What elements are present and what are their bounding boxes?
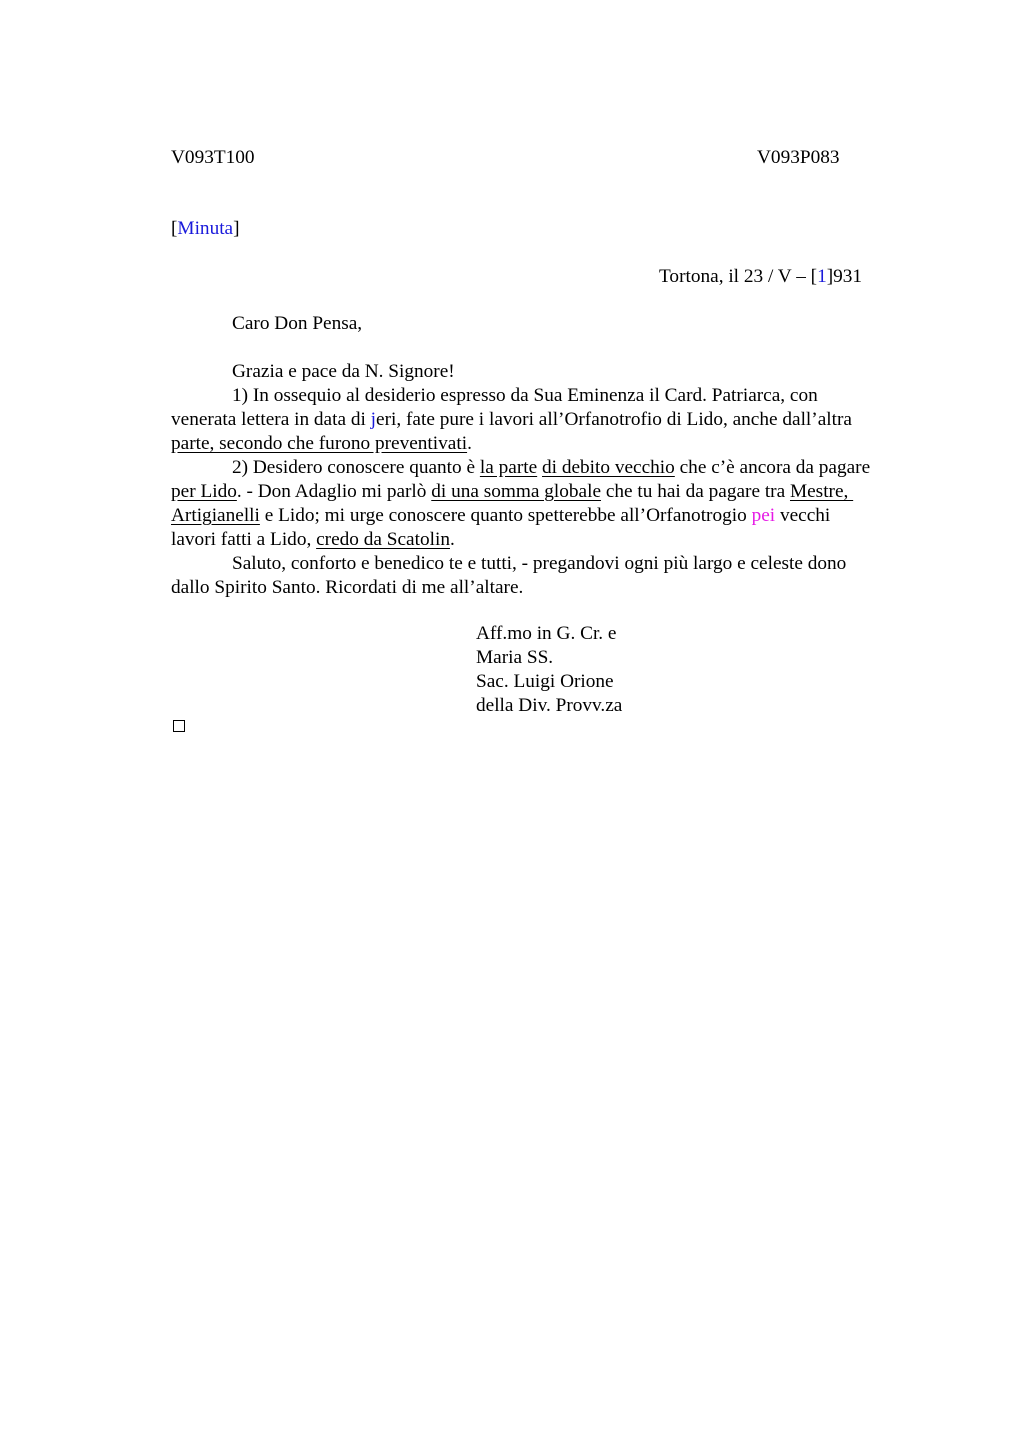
- para2-underlined-somma: di una somma globale: [431, 481, 602, 502]
- para2-underlined-parte: la parte: [479, 457, 538, 478]
- para1-line2: [171, 408, 852, 432]
- para3-line2: dallo Spirito Santo. Ricordati di me all’altare.: [171, 577, 524, 598]
- document-type: [171, 217, 240, 241]
- para2-line4: [171, 528, 455, 552]
- dateline-inserted-digit: 1: [817, 266, 827, 287]
- para2-line2: [171, 480, 853, 504]
- para1-line2-text-a: venerata lettera in data di: [171, 409, 371, 430]
- para2-line2-text-b: che tu hai da pagare tra: [601, 481, 790, 502]
- para1-editorial-letter: j: [370, 409, 377, 430]
- para1-line3: [171, 432, 472, 456]
- bracket-close: ]: [233, 218, 240, 239]
- para2-line4-text: lavori fatti a Lido,: [171, 529, 317, 550]
- salutation: Caro Don Pensa,: [232, 313, 363, 334]
- para3-line1: Saluto, conforto e benedico te e tutti, - pregandovi ogni più largo e celeste dono: [232, 553, 847, 574]
- document-code-right: V093P083: [757, 147, 840, 168]
- para2-underlined-artigianelli: Artigianelli: [171, 505, 260, 526]
- para2-line1-text-a: 2) Desidero conoscere quanto è: [232, 457, 480, 478]
- para1-underlined-phrase: parte, secondo che furono preventivati: [171, 433, 468, 454]
- para1-end-punct: .: [467, 433, 472, 454]
- document-type-label: Minuta: [177, 218, 234, 239]
- para2-line3-text-a: e Lido; mi urge conoscere quanto spetterebbe all’Orfanotrogio: [259, 505, 752, 526]
- para2-line3: [171, 504, 830, 528]
- signature-name: Sac. Luigi Orione: [476, 671, 614, 692]
- dateline-suffix: ]931: [826, 266, 863, 287]
- para1-line2-text-b: eri, fate pure i lavori all’Orfanotrofio di Lido, anche dall’altra: [376, 409, 852, 430]
- para2-line1-text-b: che c’è ancora da pagare: [674, 457, 871, 478]
- bracket-open: [: [171, 218, 178, 239]
- para2-underlined-per-lido: per Lido: [171, 481, 237, 502]
- closing-line2: Maria SS.: [476, 647, 554, 668]
- para2-line2-text-a: . - Don Adaglio mi parlò: [236, 481, 432, 502]
- para2-line3-text-b: vecchi: [775, 505, 831, 526]
- document-code-left: V093T100: [171, 147, 255, 168]
- closing-line1: Aff.mo in G. Cr. e: [476, 623, 617, 644]
- para1-line1: 1) In ossequio al desiderio espresso da Sua Eminenza il Card. Patriarca, con: [232, 385, 818, 406]
- para2-underlined-debito: di debito vecchio: [542, 457, 675, 478]
- dateline-prefix: Tortona, il 23 / V – [: [659, 266, 818, 287]
- closing-line4: della Div. Provv.za: [476, 695, 623, 716]
- para2-underlined-mestre: Mestre,: [789, 481, 854, 502]
- dateline: [659, 265, 862, 289]
- greeting: Grazia e pace da N. Signore!: [232, 361, 455, 382]
- para2-line1: [232, 456, 870, 480]
- end-marker-square: [173, 720, 185, 732]
- para2-editorial-word: pei: [751, 505, 776, 526]
- para2-underlined-scatolin: credo da Scatolin: [316, 529, 450, 550]
- para2-end-punct: .: [449, 529, 455, 550]
